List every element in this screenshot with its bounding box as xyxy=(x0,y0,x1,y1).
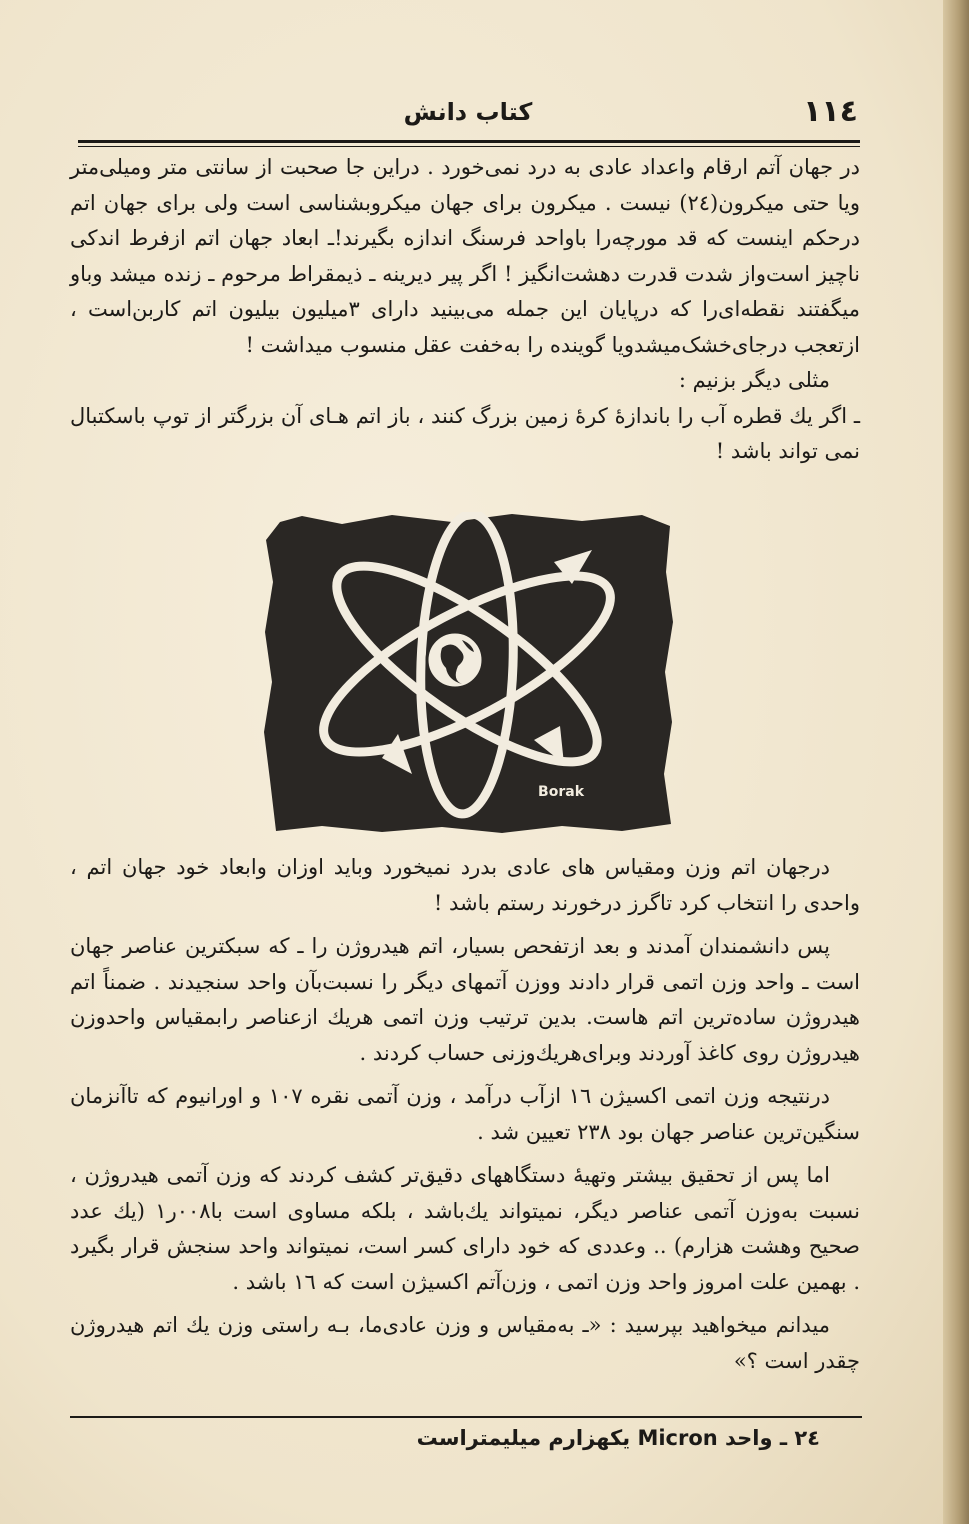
atom-icon xyxy=(262,512,676,834)
page-header xyxy=(78,92,858,142)
paragraph: اما پس از تحقیق بیشتر وتهیهٔ دستگاههای دقیق‌تر کشف کردند که وزن آتمی هیدروژن ، نسبت به‌وزن آتمی عناصر دیگر، نمیتواند یك‌باشد ، بلکه مساوی است با٠٠٨ر١ (یك عدد صحیح وهشت هزارم) .. وعددی که خود دارای کسر است، نمیتواند واحد سنجش قرار بگیرد . بهمین علت امروز واحد وزن اتمی ، وزن‌آتم اکسیژن است که ١٦ باشد . xyxy=(70,1163,860,1294)
text-block-bottom xyxy=(70,850,860,1379)
paragraph: ـ اگر یك قطره آب را باندازهٔ کرهٔ زمین بزرگ کنند ، باز اتم هـای آن بزرگتر از توپ باسکتبال نمی تواند باشد ! xyxy=(70,403,860,463)
book-spine-edge xyxy=(943,0,969,1524)
atom-illustration xyxy=(262,512,676,834)
illustration-signature: Borak xyxy=(538,784,584,800)
paragraph: درنتیجه وزن اتمی اکسیژن ١٦ ازآب درآمد ، وزن آتمی نقره ١٠٧ و اورانیوم که تاآنزمان سنگین‌ترین عناصر جهان بود ٢٣٨ تعیین شد . xyxy=(70,1084,860,1144)
paragraph: پس دانشمندان آمدند و بعد ازتفحص بسیار، اتم هیدروژن را ـ که سبکترین عناصر جهان است ـ واحد وزن اتمی قرار دادند ووزن آتمهای دیگر را نسبت‌بآن واحد سنجیدند . ضمناً اتم هیدروژن ساده‌ترین اتم هاست. بدین ترتیب وزن اتمی هریك ازعناصر رابمقیاس واحدوزن هیدروژن روی کاغذ آوردند وبرای‌هریك‌وزنی حساب کردند . xyxy=(70,934,860,1065)
paragraph: مثلی دیگر بزنیم : xyxy=(678,368,830,392)
header-rule xyxy=(78,140,860,143)
footnote: ٢٤ ـ واحد Micron یکهزارم میلیمتراست xyxy=(416,1426,820,1450)
paragraph: در جهان آتم ارقام واعداد عادی به درد نمی‌خورد . دراین جا صحبت از سانتی متر ومیلی‌متر ویا حتی میکرون(٢٤) نیست . میکرون برای جهان میکروبشناسی است ولی برای جهان اتم درحکم اینست که قد مورچه‌را باواحد فرسنگ اندازه بگیرند!ـ ابعاد جهان اتم ازفرط اندکی ناچیز است‌واز شدت قدرت دهشت‌انگیز ! اگر پیر دیرینه ـ ذیمقراط مرحوم ـ زنده میشد وباو میگفتند نقطه‌ای‌را که درپایان این جمله می‌بینید دارای ٣میلیون بیلیون اتم کاربن‌است ، ازتعجب درجای‌خشک‌میشدویا گوینده را به‌خفت عقل منسوب میداشت ! xyxy=(70,155,860,357)
paragraph: میدانم میخواهید بپرسید : «ـ به‌مقیاس و وزن عادی‌ما، بـه راستی وزن یك اتم هیدروژن چقدر است ؟» xyxy=(70,1313,860,1373)
header-rule-thin xyxy=(78,146,860,147)
running-title: كتاب دانش xyxy=(403,98,533,126)
page-number: ١١٤ xyxy=(803,94,858,129)
paragraph: درجهان اتم وزن ومقیاس های عادی بدرد نمیخورد وباید اوزان وابعاد خود جهان اتم ، واحدی را انتخاب کرد تاگرز درخورند رستم باشد ! xyxy=(70,855,860,915)
footnote-rule xyxy=(70,1416,862,1418)
text-block-top xyxy=(70,150,860,470)
